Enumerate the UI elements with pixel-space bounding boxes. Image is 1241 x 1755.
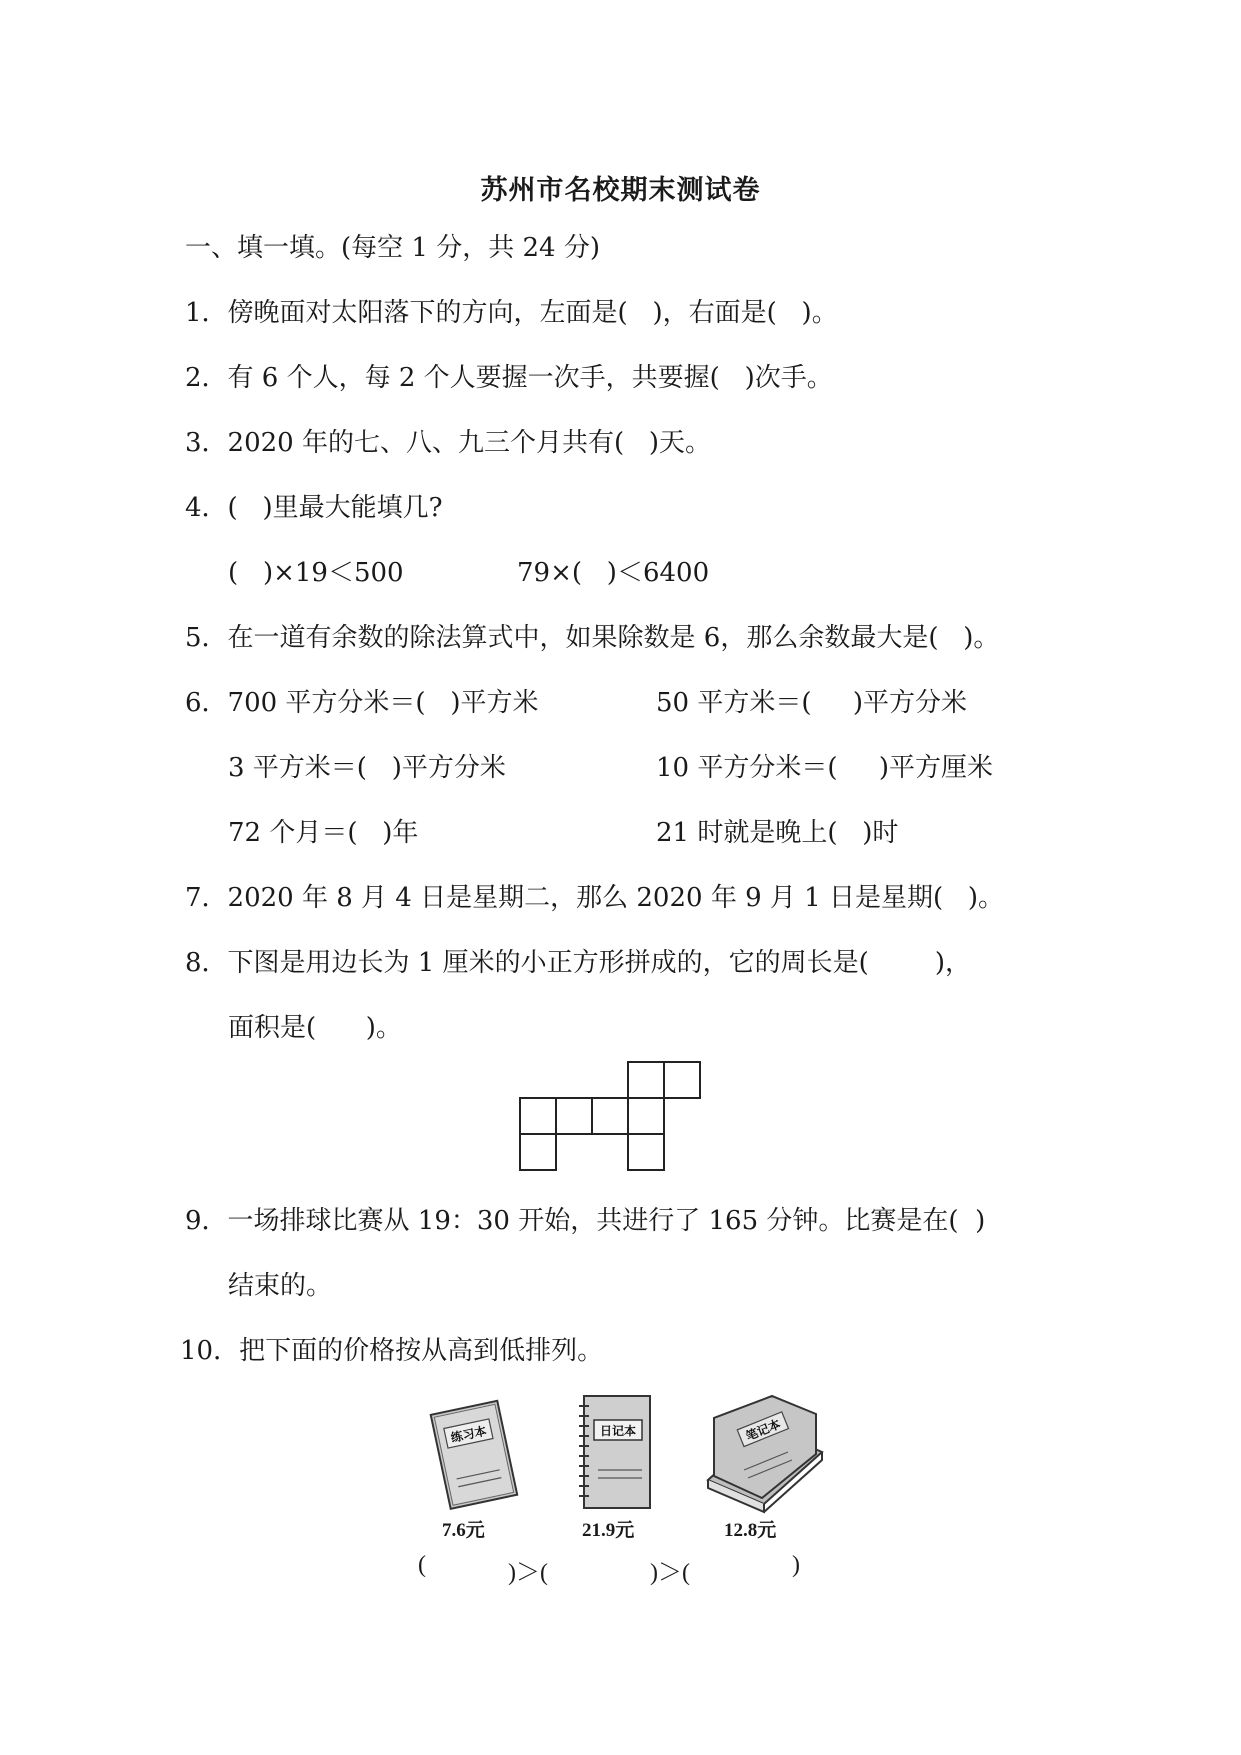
question-4-part-b: 79×( )＜6400 [517, 558, 710, 588]
book-price: 12.8元 [724, 1520, 777, 1541]
question-8-continued: 面积是( )。 [228, 1013, 402, 1043]
question-6-part-f: 21 时就是晚上( )时 [656, 818, 899, 848]
diary-illustration [576, 1392, 656, 1514]
question-6-part-a: 6．700 平方分米＝( )平方米 [185, 688, 539, 718]
question-1: 1．傍晚面对太阳落下的方向，左面是( )，右面是( )。 [185, 298, 838, 328]
grid-square [520, 1134, 556, 1170]
question-9: 9．一场排球比赛从 19：30 开始，共进行了 165 分钟。比赛是在( ) [185, 1206, 986, 1236]
question-5: 5．在一道有余数的除法算式中，如果除数是 6，那么余数最大是( )。 [185, 623, 1000, 653]
compare-middle-2: )＞( [650, 1560, 690, 1586]
grid-square [628, 1134, 664, 1170]
grid-square [556, 1098, 592, 1134]
compare-open-1: ( [418, 1552, 426, 1578]
square-grid-figure [518, 1060, 708, 1178]
grid-square [628, 1098, 664, 1134]
grid-square [520, 1098, 556, 1134]
question-4-part-a: ( )×19＜500 [228, 558, 404, 588]
question-4: 4．( )里最大能填几? [185, 493, 443, 523]
question-6-part-e: 72 个月＝( )年 [228, 818, 419, 848]
question-9-continued: 结束的。 [228, 1271, 333, 1301]
book-price: 7.6元 [442, 1520, 485, 1541]
question-3: 3．2020 年的七、八、九三个月共有( )天。 [185, 428, 712, 458]
book-label: 日记本 [599, 1424, 637, 1438]
question-6-part-b: 50 平方米＝( )平方分米 [656, 688, 967, 718]
exercise-book-illustration [418, 1395, 528, 1515]
notebook-illustration [700, 1392, 830, 1514]
grid-square [628, 1062, 664, 1098]
question-7: 7．2020 年 8 月 4 日是星期二，那么 2020 年 9 月 1 日是星期( )。 [185, 883, 1005, 913]
book-price: 21.9元 [582, 1520, 635, 1541]
grid-square [592, 1098, 628, 1134]
question-8: 8．下图是用边长为 1 厘米的小正方形拼成的，它的周长是( )， [185, 948, 972, 978]
question-6-part-d: 10 平方分米＝( )平方厘米 [656, 753, 993, 783]
question-10: 10．把下面的价格按从高到低排列。 [180, 1336, 604, 1366]
page-title: 苏州市名校期末测试卷 [480, 175, 761, 206]
compare-close: ) [792, 1552, 800, 1578]
question-2: 2．有 6 个人，每 2 个人要握一次手，共要握( )次手。 [185, 363, 833, 393]
compare-middle-1: )＞( [508, 1560, 548, 1586]
book-label: 练习本 [449, 1423, 488, 1446]
grid-square [664, 1062, 700, 1098]
question-6-part-c: 3 平方米＝( )平方分米 [228, 753, 506, 783]
book-label: 笔记本 [743, 1416, 783, 1444]
section-heading: 一、填一填。(每空 1 分，共 24 分) [185, 233, 600, 263]
